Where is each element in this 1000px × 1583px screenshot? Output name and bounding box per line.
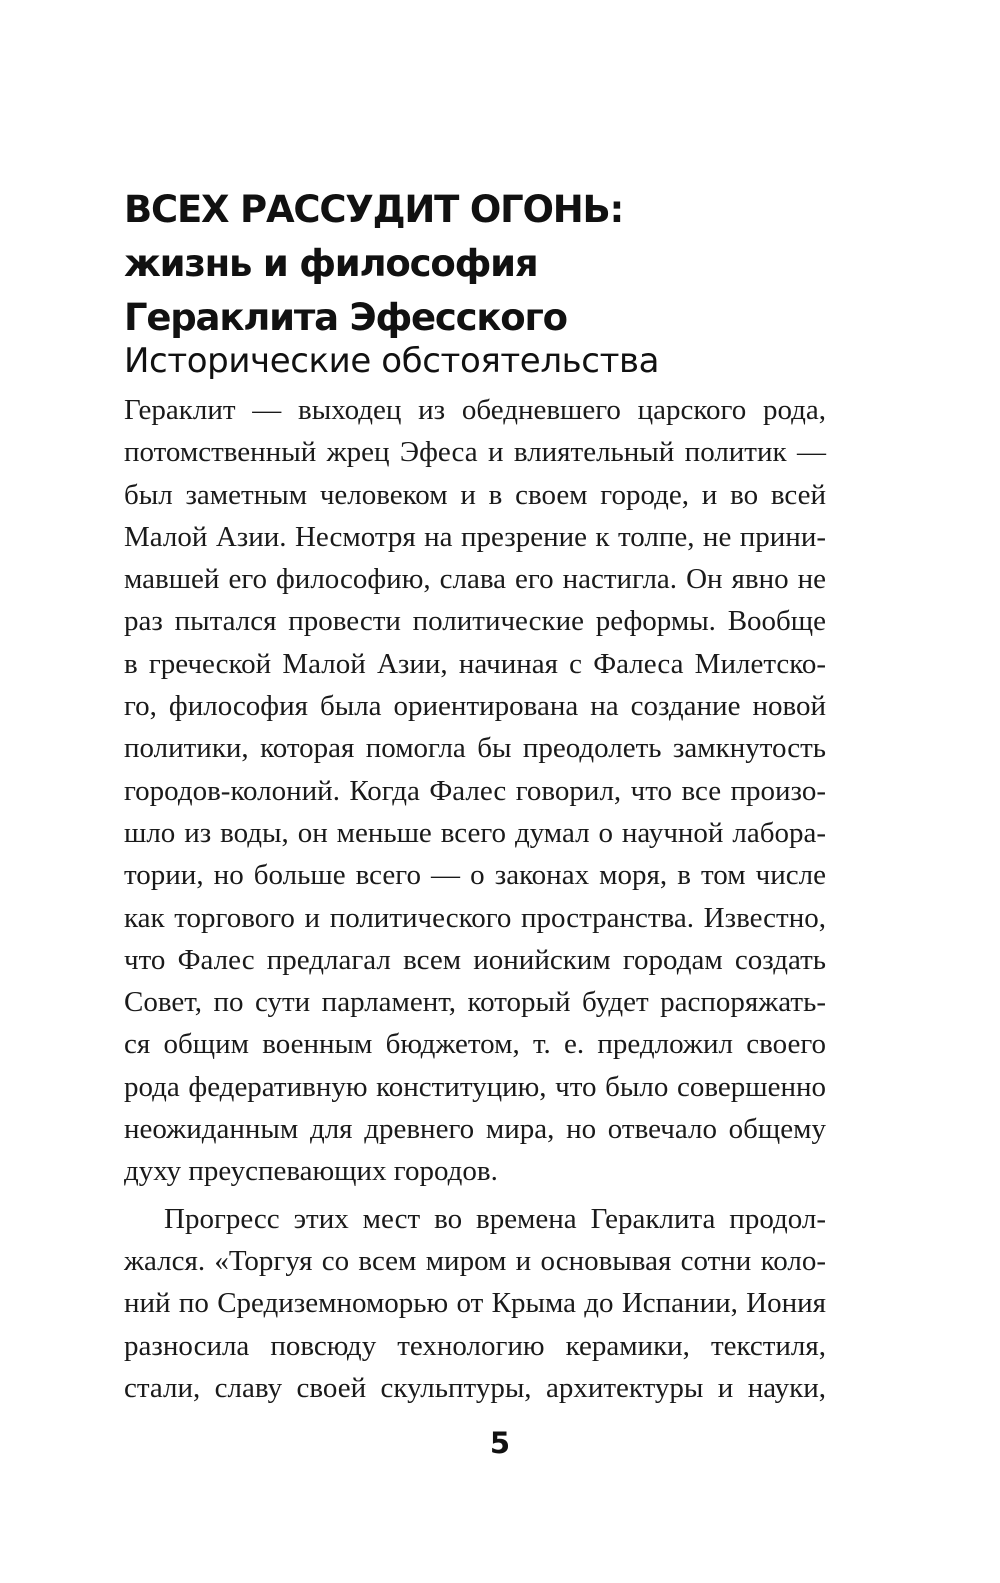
page-number: 5: [489, 1426, 511, 1460]
text-line: Прогресс этих мест во времена Гераклита продол-: [164, 1202, 826, 1235]
text-line: ний по Средиземноморью от Крыма до Испании, Иония: [124, 1287, 826, 1320]
text-line: стали, славу своей скульптуры, архитектуры и науки,: [124, 1371, 826, 1404]
chapter-title: [124, 183, 884, 345]
chapter-title-line: ВСЕХ РАССУДИТ ОГОНЬ:: [124, 188, 624, 231]
text-line: разносила повсюду технологию керамики, текстиля,: [124, 1329, 826, 1362]
paragraph-1: [124, 389, 826, 1193]
text-line: в греческой Малой Азии, начиная с Фалеса Милетско-: [124, 647, 826, 680]
body-text: [124, 389, 826, 1409]
text-line: духу преуспевающих городов.: [124, 1155, 498, 1188]
text-line: тории, но больше всего — о законах моря, в том числе: [124, 859, 826, 892]
text-line: Малой Азии. Несмотря на презрение к толпе, не прини-: [124, 520, 826, 553]
text-line: городов-колоний. Когда Фалес говорил, что все произо-: [124, 774, 826, 807]
text-line: раз пытался провести политические реформы. Вообще: [124, 605, 826, 638]
text-line: потомственный жрец Эфеса и влиятельный политик —: [124, 436, 826, 469]
text-line: жался. «Торгуя со всем миром и основывая сотни коло-: [124, 1244, 826, 1277]
text-line: Совет, по сути парламент, который будет распоряжать-: [124, 986, 826, 1019]
chapter-title-line: жизнь и философия: [124, 242, 538, 285]
text-line: Гераклит — выходец из обедневшего царского рода,: [124, 394, 826, 426]
text-line: шло из воды, он меньше всего думал о научной лабора-: [124, 816, 826, 849]
section-heading: Исторические обстоятельства: [124, 341, 660, 381]
text-line: неожиданным для древнего мира, но отвечало общему: [124, 1113, 826, 1146]
text-line: что Фалес предлагал всем ионийским городам создать: [124, 943, 826, 976]
text-line: го, философия была ориентирована на создание новой: [124, 690, 826, 723]
text-line: ся общим военным бюджетом, т. е. предложил своего: [124, 1028, 826, 1061]
text-line: как торгового и политического пространства. Известно,: [124, 901, 826, 934]
text-line: рода федеративную конституцию, что было совершенно: [124, 1070, 826, 1103]
text-line: политики, которая помогла бы преодолеть замкнутость: [124, 732, 826, 765]
text-line: был заметным человеком и в своем городе, и во всей: [124, 478, 826, 511]
text-line: мавшей его философию, слава его настигла. Он явно не: [124, 563, 826, 596]
paragraph-2: [124, 1198, 826, 1409]
chapter-title-line: Гераклита Эфесского: [124, 296, 567, 339]
